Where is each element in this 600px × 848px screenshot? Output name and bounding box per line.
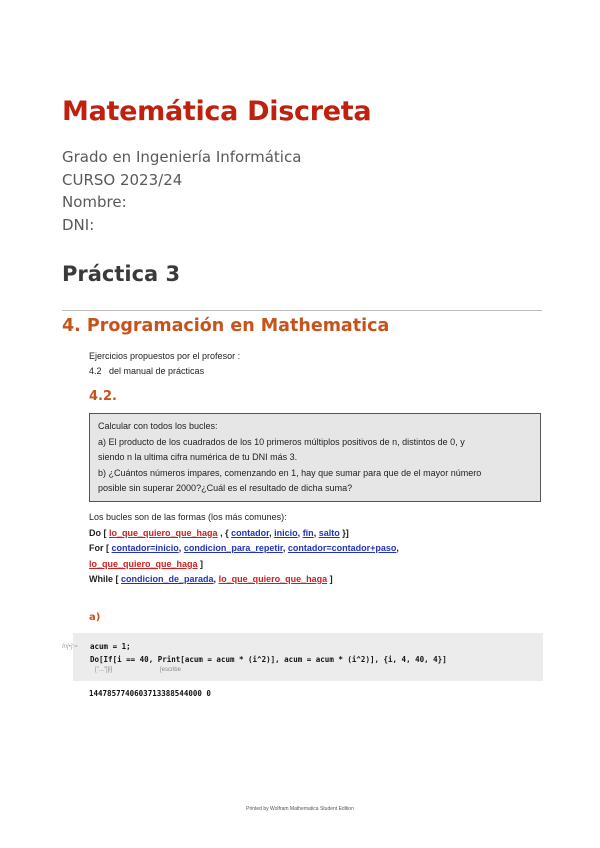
while-action: lo_que_quiero_que_haga: [218, 574, 328, 584]
for-close: ]: [200, 558, 204, 569]
do-keyword: Do [: [89, 527, 107, 538]
exercise-line: b) ¿Cuántos números impares, comenzando en 1, hay que sumar para que de el mayor número: [98, 467, 482, 478]
degree-line: Grado en Ingeniería Informática: [62, 148, 302, 166]
while-condition: condicion_de_parada: [121, 574, 214, 584]
while-loop-line: While [ condicion_de_parada, lo_que_quiero_que_haga ]: [89, 574, 333, 584]
code-line-1: acum = 1;: [90, 642, 131, 651]
intro-line-2: 4.2 del manual de prácticas: [89, 366, 205, 376]
section-heading: 4. Programación en Mathematica: [62, 316, 390, 336]
do-sep: , {: [220, 527, 229, 538]
code-line-2: Do[If[i == 40, Print[acum = acum * (i^2)], acum = acum * (i^2)], {i, 4, 40, 4}]: [90, 655, 447, 664]
code-hint-2: [escribe: [159, 667, 181, 673]
exercise-line: posible sin superar 2000?¿Cuál es el resultado de dicha suma?: [98, 483, 353, 493]
for-action: lo_que_quiero_que_haga: [89, 558, 198, 569]
exercise-line: a) El producto de los cuadrados de los 10 primeros múltiplos positivos de n, distintos de 0, y: [98, 436, 465, 447]
do-step: salto: [318, 527, 340, 538]
course-info: [62, 146, 301, 236]
while-close: ]: [329, 574, 333, 584]
while-keyword: While [: [89, 574, 119, 584]
code-hints: [95, 667, 227, 673]
code-cell[interactable]: [73, 633, 543, 681]
exercise-line: siendo n la ultima cifra numérica de tu DNI más 3.: [98, 452, 298, 462]
part-a-heading: a): [89, 612, 101, 623]
cell-output: 1447857740603713388544000 0: [89, 689, 211, 698]
exercise-box: [89, 413, 541, 502]
divider: [62, 310, 542, 311]
intro-line-1: Ejercicios propuestos por el profesor :: [89, 351, 241, 361]
document-title: Matemática Discreta: [62, 96, 372, 127]
input-cell-label: In[•]:=: [62, 644, 78, 650]
loops-intro: Los bucles son de las formas (los más comunes):: [89, 512, 287, 522]
practica-heading: Práctica 3: [62, 262, 181, 286]
for-loop-line-2: [89, 557, 399, 573]
loop-forms: [89, 510, 399, 588]
exercise-line: Calcular con todos los bucles:: [98, 421, 218, 431]
do-loop-line: Do [ lo_que_quiero_que_haga , { contador, inicio, fin, salto }]: [89, 527, 349, 538]
for-increment: contador=contador+paso: [287, 543, 397, 553]
code-hint-1: ["..."][i]: [95, 667, 113, 673]
for-init: contador=inicio: [111, 543, 179, 553]
for-condition: condicion_para_repetir: [183, 543, 283, 553]
do-close: }]: [342, 527, 349, 538]
do-start: inicio: [274, 527, 298, 538]
dni-line: DNI:: [62, 215, 95, 234]
course-line: CURSO 2023/24: [62, 170, 183, 189]
name-line: Nombre:: [62, 193, 127, 211]
subsection-heading: 4.2.: [89, 389, 117, 404]
for-keyword: For [: [89, 543, 109, 553]
for-loop-line: For [ contador=inicio, condicion_para_repetir, contador=contador+paso,: [89, 543, 399, 553]
do-action: lo_que_quiero_que_haga: [109, 527, 218, 538]
page-footer: Printed by Wolfram Mathematica Student Edition: [246, 806, 354, 812]
intro-text: [89, 349, 240, 379]
do-counter: contador: [231, 527, 270, 538]
do-end: fin: [302, 527, 314, 538]
